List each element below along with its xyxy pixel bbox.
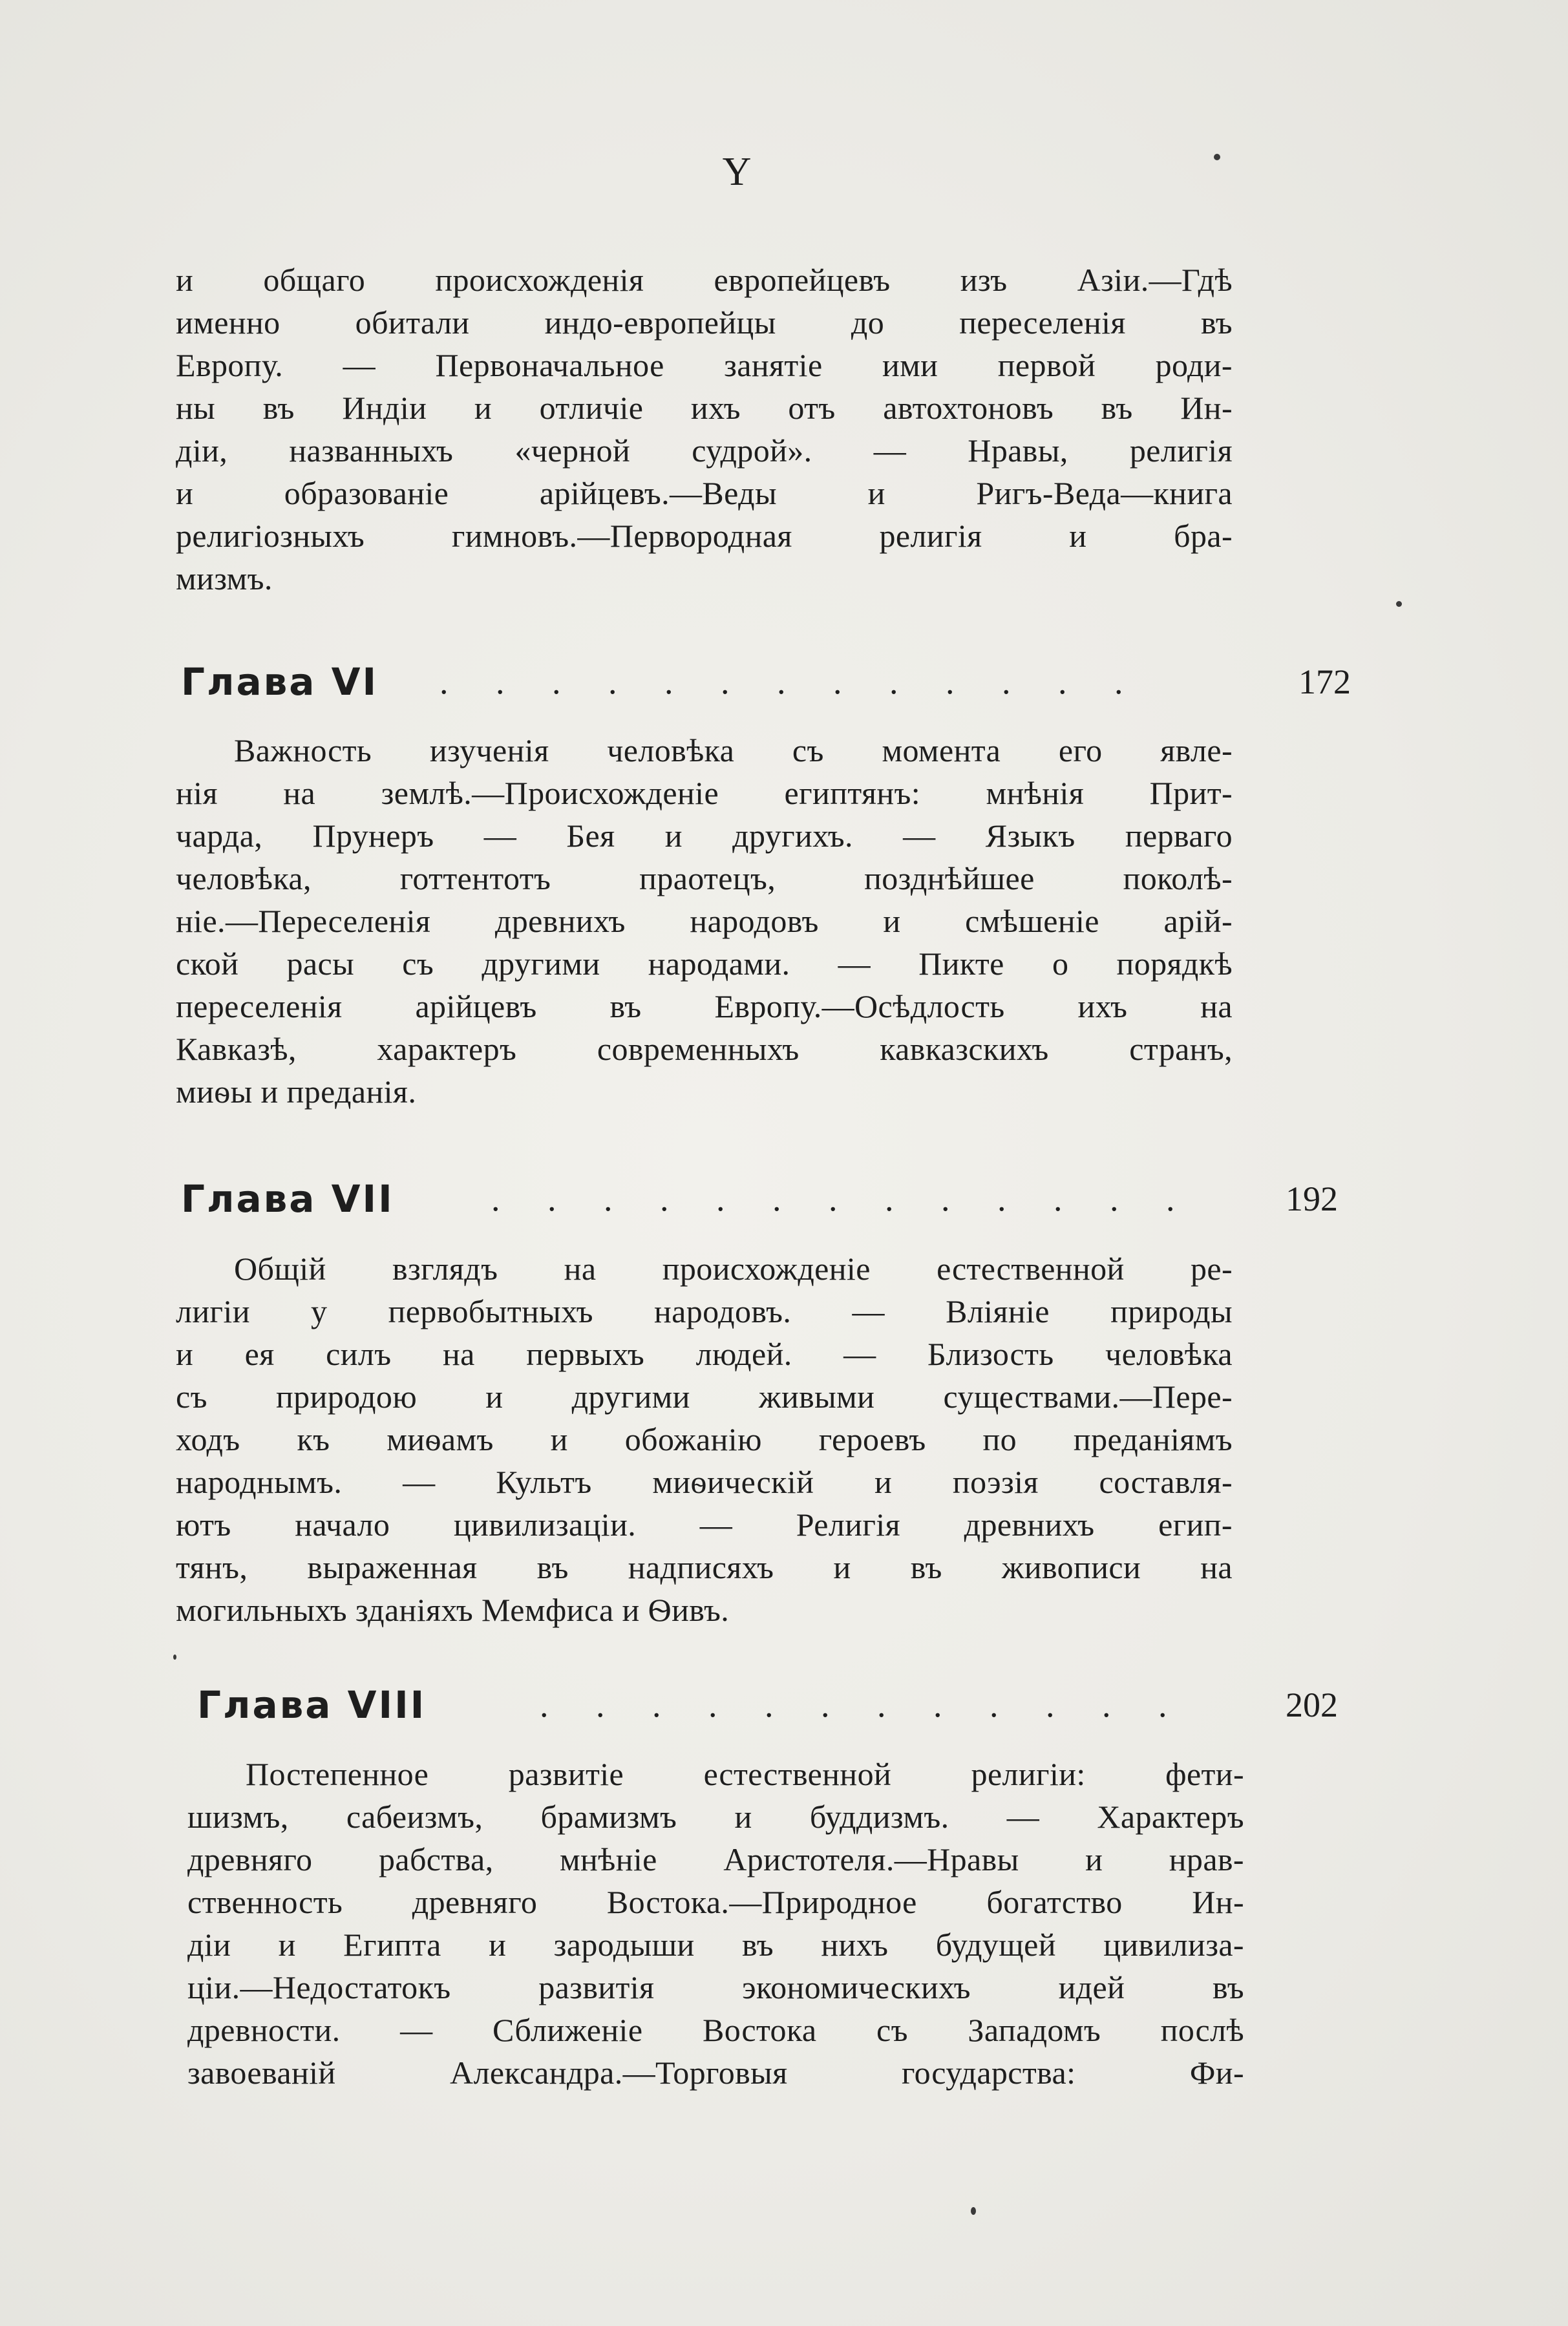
text-line: и образованіе арійцевъ.—Веды и Ригъ-Веда—книга <box>176 475 1233 511</box>
text-line: ціи.—Недостатокъ развитія экономическихъ идей въ <box>187 1969 1244 2005</box>
text-line: человѣка, готтентотъ праотецъ, позднѣйшее поколѣ- <box>176 860 1233 896</box>
chapter-summary-viii <box>187 1753 1244 2094</box>
chapter-page-number: 192 <box>1286 1179 1338 1218</box>
text-line: древности. — Сближеніе Востока съ Западомъ послѣ <box>187 2012 1244 2048</box>
paper-speck <box>173 1655 176 1660</box>
chapter-title: Глава VI <box>181 660 379 704</box>
chapter-heading-vi <box>181 656 1351 708</box>
paper-speck <box>1214 154 1220 160</box>
page-number: Y <box>722 150 752 194</box>
text-line: Важность изученія человѣка съ момента его явле- <box>234 732 1233 768</box>
leader-dots: . . . . . . . . . . . . . <box>491 1179 1194 1218</box>
text-line: нія на землѣ.—Происхожденіе египтянъ: мнѣнія Прит- <box>176 775 1233 811</box>
chapter-heading-vii <box>181 1173 1338 1225</box>
text-line: именно обитали индо-европейцы до переселенія въ <box>176 304 1233 341</box>
text-line: діи и Египта и зародыши въ нихъ будущей цивилиза- <box>187 1927 1244 1963</box>
leader-dots: . . . . . . . . . . . . <box>540 1686 1187 1724</box>
text-line: чарда, Прунеръ — Бея и другихъ. — Языкъ перваго <box>176 818 1233 854</box>
chapter-summary-vi <box>176 729 1233 1113</box>
leader-dots: . . . . . . . . . . . . . <box>440 662 1143 701</box>
text-line: переселенія арійцевъ въ Европу.—Осѣдлость ихъ на <box>176 988 1233 1024</box>
text-line: народнымъ. — Культъ миѳическій и поэзія составля- <box>176 1464 1233 1500</box>
text-line: миѳы и преданія. <box>176 1073 417 1110</box>
text-line: религіозныхъ гимновъ.—Первородная религія и бра- <box>176 518 1233 554</box>
text-line: ственность древняго Востока.—Природное богатство Ин- <box>187 1884 1244 1920</box>
text-line: съ природою и другими живыми существами.—Пере- <box>176 1379 1233 1415</box>
chapter-title: Глава VII <box>181 1177 394 1221</box>
text-line: древняго рабства, мнѣніе Аристотеля.—Нравы и нрав- <box>187 1841 1244 1877</box>
chapter-title: Глава VIII <box>197 1683 427 1727</box>
text-line: ютъ начало цивилизаціи. — Религія древнихъ егип- <box>176 1507 1233 1543</box>
chapter-page-number: 202 <box>1286 1686 1338 1724</box>
text-line: діи, названныхъ «черной судрой». — Нравы, религія <box>176 432 1233 469</box>
chapter-summary-vii <box>176 1247 1233 1631</box>
text-line: Общій взглядъ на происхожденіе естественной ре- <box>234 1251 1233 1287</box>
text-line: ской расы съ другими народами. — Пикте о порядкѣ <box>176 946 1233 982</box>
text-line: Постепенное развитіе естественной религіи: фети- <box>246 1756 1244 1792</box>
text-line: мизмъ. <box>176 560 273 597</box>
text-line: шизмъ, сабеизмъ, брамизмъ и буддизмъ. — Характеръ <box>187 1799 1244 1835</box>
text-line: и ея силъ на первыхъ людей. — Близость человѣка <box>176 1336 1233 1372</box>
text-line: и общаго происхожденія европейцевъ изъ Азіи.—Гдѣ <box>176 262 1233 298</box>
chapter-heading-viii <box>181 1679 1338 1731</box>
text-line: ны въ Индіи и отличіе ихъ отъ автохтоновъ въ Ин- <box>176 390 1233 426</box>
text-line: завоеваній Александра.—Торговыя государства: Фи- <box>187 2055 1244 2091</box>
paper-speck <box>1396 601 1402 607</box>
text-line: Кавказѣ, характеръ современныхъ кавказскихъ странъ, <box>176 1031 1233 1067</box>
text-line: ходъ къ миѳамъ и обожанію героевъ по преданіямъ <box>176 1421 1233 1457</box>
text-line: Европу. — Первоначальное занятіе ими первой роди- <box>176 347 1233 383</box>
chapter-page-number: 172 <box>1298 662 1351 701</box>
intro-paragraph <box>176 259 1233 600</box>
text-line: могильныхъ зданіяхъ Мемфиса и Ѳивъ. <box>176 1592 730 1628</box>
text-line: тянъ, выраженная въ надписяхъ и въ живописи на <box>176 1549 1233 1585</box>
text-line: ніе.—Переселенія древнихъ народовъ и смѣшеніе арій- <box>176 903 1233 939</box>
paper-speck <box>971 2207 976 2215</box>
text-line: лигіи у первобытныхъ народовъ. — Вліяніе природы <box>176 1293 1233 1329</box>
